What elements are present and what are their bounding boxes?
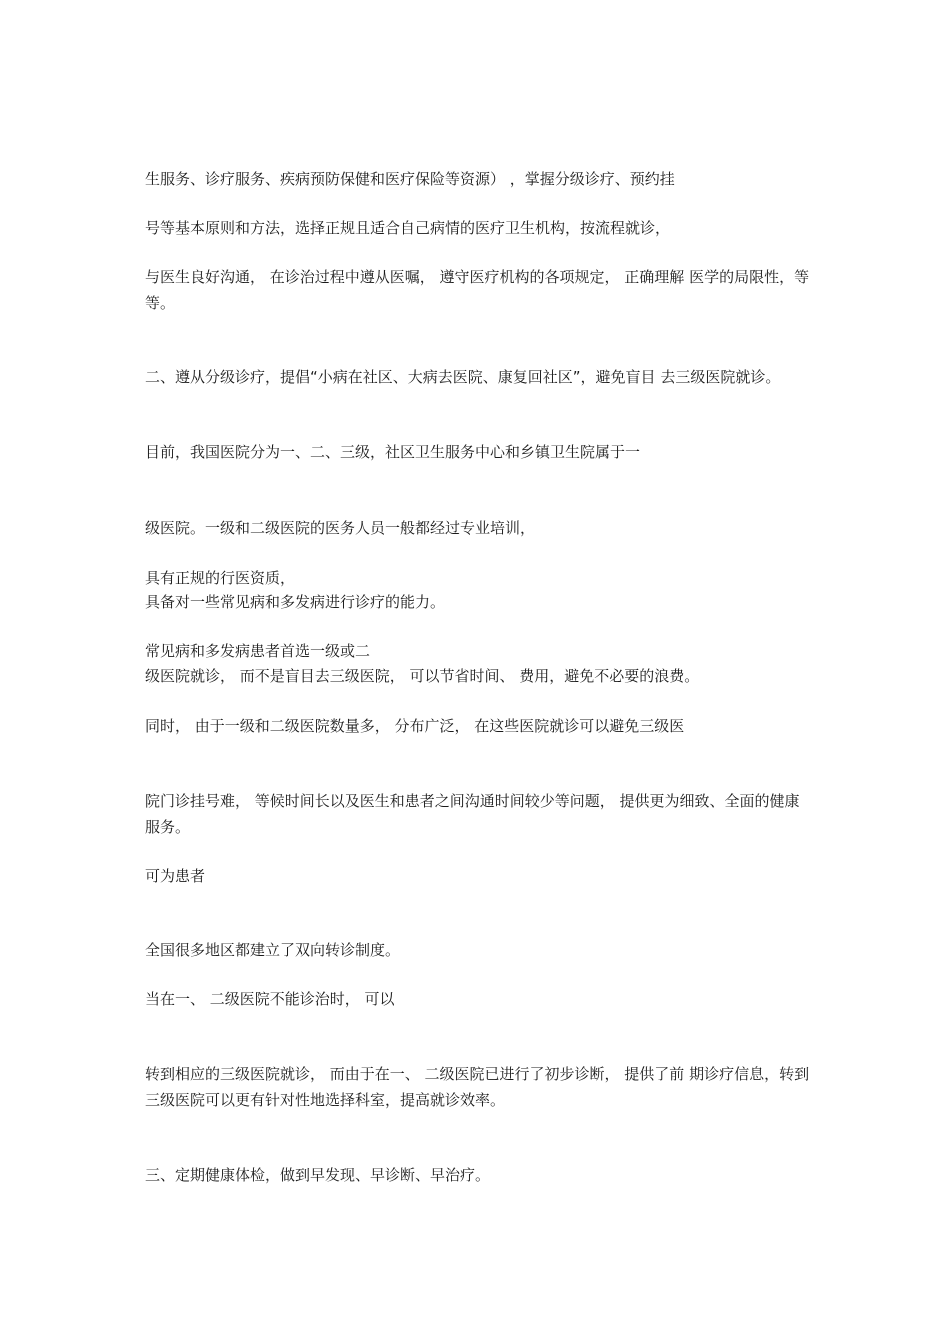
text-line-8: 具备对一些常见病和多发病进行诊疗的能力。 [145,593,446,611]
text-paragraph-3: 与医生良好沟通， 在诊治过程中遵从医嘱， 遵守医疗机构的各项规定， 正确理解 医学的局限性，等等。 [145,268,810,312]
text-line-11: 同时， 由于一级和二级医院数量多， 分布广泛， 在这些医院就诊可以避免三级医 [145,717,685,735]
section-heading-3: 三、定期健康体检，做到早发现、早诊断、早治疗。 [145,1166,491,1184]
text-line-7: 具有正规的行医资质， [145,569,296,587]
text-paragraph-12: 院门诊挂号难， 等候时间长以及医生和患者之间沟通时间较少等问题， 提供更为细致、全面的健康服务。 [145,792,800,836]
text-paragraph-16: 转到相应的三级医院就诊， 而由于在一、 二级医院已进行了初步诊断， 提供了前 期诊疗信息，转到三级医院可以更有针对性地选择科室，提高就诊效率。 [145,1065,810,1109]
text-line-14: 全国很多地区都建立了双向转诊制度。 [145,941,401,959]
text-line-13: 可为患者 [145,867,206,885]
text-line-10: 级医院就诊， 而不是盲目去三级医院， 可以节省时间、 费用，避免不必要的浪费。 [145,667,700,685]
text-line-1: 生服务、诊疗服务、疾病预防保健和医疗保险等资源） ，掌握分级诊疗、预约挂 [145,170,675,188]
text-line-15: 当在一、 二级医院不能诊治时， 可以 [145,990,395,1008]
text-line-9: 常见病和多发病患者首选一级或二 [145,642,371,660]
text-line-5: 目前，我国医院分为一、二、三级，社区卫生服务中心和乡镇卫生院属于一 [145,443,641,461]
text-line-6: 级医院。一级和二级医院的医务人员一般都经过专业培训， [145,519,536,537]
text-line-2: 号等基本原则和方法，选择正规且适合自己病情的医疗卫生机构，按流程就诊， [145,219,671,237]
section-heading-2: 二、遵从分级诊疗，提倡“小病在社区、大病去医院、康复回社区”，避免盲目 去三级医院就诊。 [145,368,781,386]
